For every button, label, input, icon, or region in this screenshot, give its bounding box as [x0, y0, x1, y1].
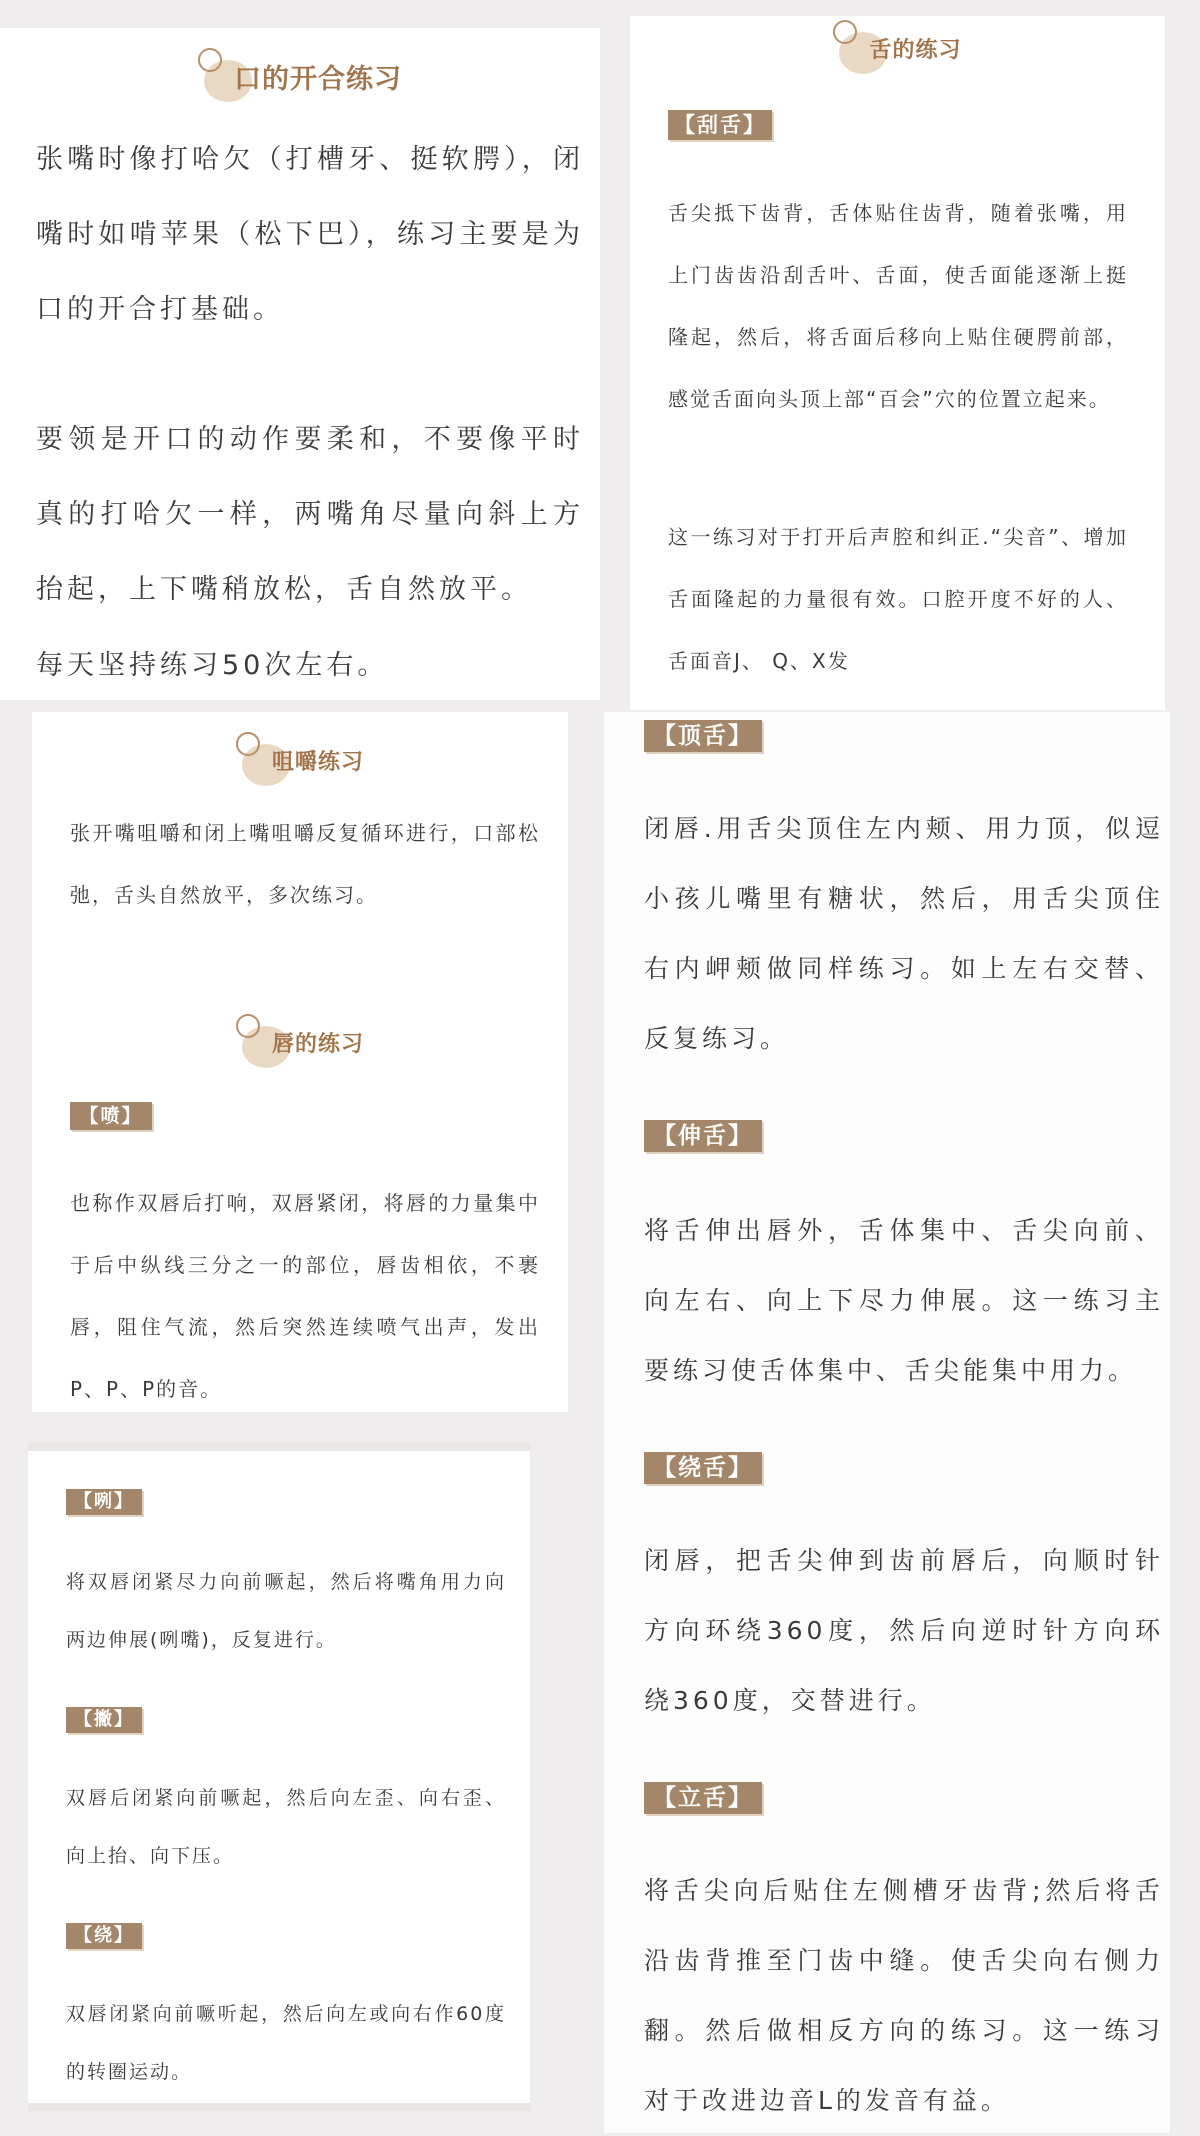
divider	[28, 1443, 530, 1451]
tag-push-tongue: 【顶舌】	[644, 720, 762, 752]
paragraph: 双唇闭紧向前噘听起，然后向左或向右作60度的转圈运动。	[66, 2003, 506, 2083]
paragraph: 舌尖抵下齿背，舌体贴住齿背，随着张嘴，用上门齿齿沿刮舌叶、舌面，使舌面能逐渐上挺隆起，然后，将舌面后移向上贴住硬腭前部，感觉舌面向头顶上部“百会”穴的位置立起来。	[668, 201, 1128, 411]
section-title-text: 口的开合练习	[234, 63, 402, 95]
divider	[28, 2103, 530, 2111]
panel-tongue-moves	[604, 712, 1170, 2133]
tag-circle-lips: 【绕】	[66, 1923, 142, 1949]
section-title	[32, 728, 568, 792]
tag-stand-tongue: 【立舌】	[644, 1782, 762, 1814]
paragraph: 这一练习对于打开后声腔和纠正.“尖音”、增加舌面隆起的力量很有效。口腔开度不好的人、舌面音J、 Q、X发	[668, 525, 1128, 673]
section-title-text: 唇的练习	[271, 1031, 364, 1057]
paragraph: 张开嘴咀嚼和闭上嘴咀嚼反复循环进行，口部松弛，舌头自然放平，多次练习。	[70, 821, 540, 907]
paragraph: 双唇后闭紧向前噘起，然后向左歪、向右歪、向上抬、向下压。	[66, 1787, 506, 1867]
section-title	[0, 36, 600, 116]
tag-grin: 【咧】	[66, 1489, 142, 1515]
paragraph: 闭唇.用舌尖顶住左内颊、用力顶，似逗小孩儿嘴里有糖状，然后，用舌尖顶住右内岬颊做同样练习。如上左右交替、反复练习。	[644, 814, 1164, 1053]
panel-lip-moves	[28, 1451, 530, 2103]
tag-spray: 【喷】	[70, 1102, 152, 1130]
tag-pout: 【撇】	[66, 1707, 142, 1733]
paragraph: 将舌尖向后贴住左侧槽牙齿背;然后将舌沿齿背推至门齿中缝。使舌尖向右侧力翻。然后做相反方向的练习。这一练习对于改进边音L的发音有益。	[644, 1876, 1164, 2115]
paragraph: 每天坚持练习50次左右。	[36, 650, 389, 681]
section-title	[630, 16, 1165, 80]
panel-mouth-open-close	[0, 28, 600, 700]
paragraph: 要领是开口的动作要柔和，不要像平时真的打哈欠一样，两嘴角尽量向斜上方抬起，上下嘴稍放松，舌自然放平。	[36, 424, 584, 605]
section-title	[32, 1010, 568, 1074]
panel-chewing-lips	[32, 712, 568, 1412]
paragraph: 将双唇闭紧尽力向前噘起，然后将嘴角用力向两边伸展(咧嘴)，反复进行。	[66, 1571, 506, 1651]
section-title-text: 舌的练习	[869, 37, 962, 63]
paragraph: 张嘴时像打哈欠（打槽牙、挺软腭），闭嘴时如啃苹果（松下巴），练习主要是为口的开合打基础。	[36, 144, 584, 325]
section-title-text: 咀嚼练习	[271, 749, 364, 775]
paragraph: 闭唇，把舌尖伸到齿前唇后，向顺时针方向环绕360度，然后向逆时针方向环绕360度，交替进行。	[644, 1546, 1164, 1715]
paragraph: 也称作双唇后打响，双唇紧闭，将唇的力量集中于后中纵线三分之一的部位，唇齿相依，不裹唇，阻住气流，然后突然连续喷气出声，发出P、P、P的音。	[70, 1191, 540, 1401]
paragraph: 将舌伸出唇外，舌体集中、舌尖向前、向左右、向上下尽力伸展。这一练习主要练习使舌体集中、舌尖能集中用力。	[644, 1216, 1164, 1385]
tag-circle-tongue: 【绕舌】	[644, 1452, 762, 1484]
panel-tongue-exercise	[630, 16, 1165, 710]
tag-extend-tongue: 【伸舌】	[644, 1120, 762, 1152]
tag-scrape-tongue: 【刮舌】	[668, 110, 772, 140]
